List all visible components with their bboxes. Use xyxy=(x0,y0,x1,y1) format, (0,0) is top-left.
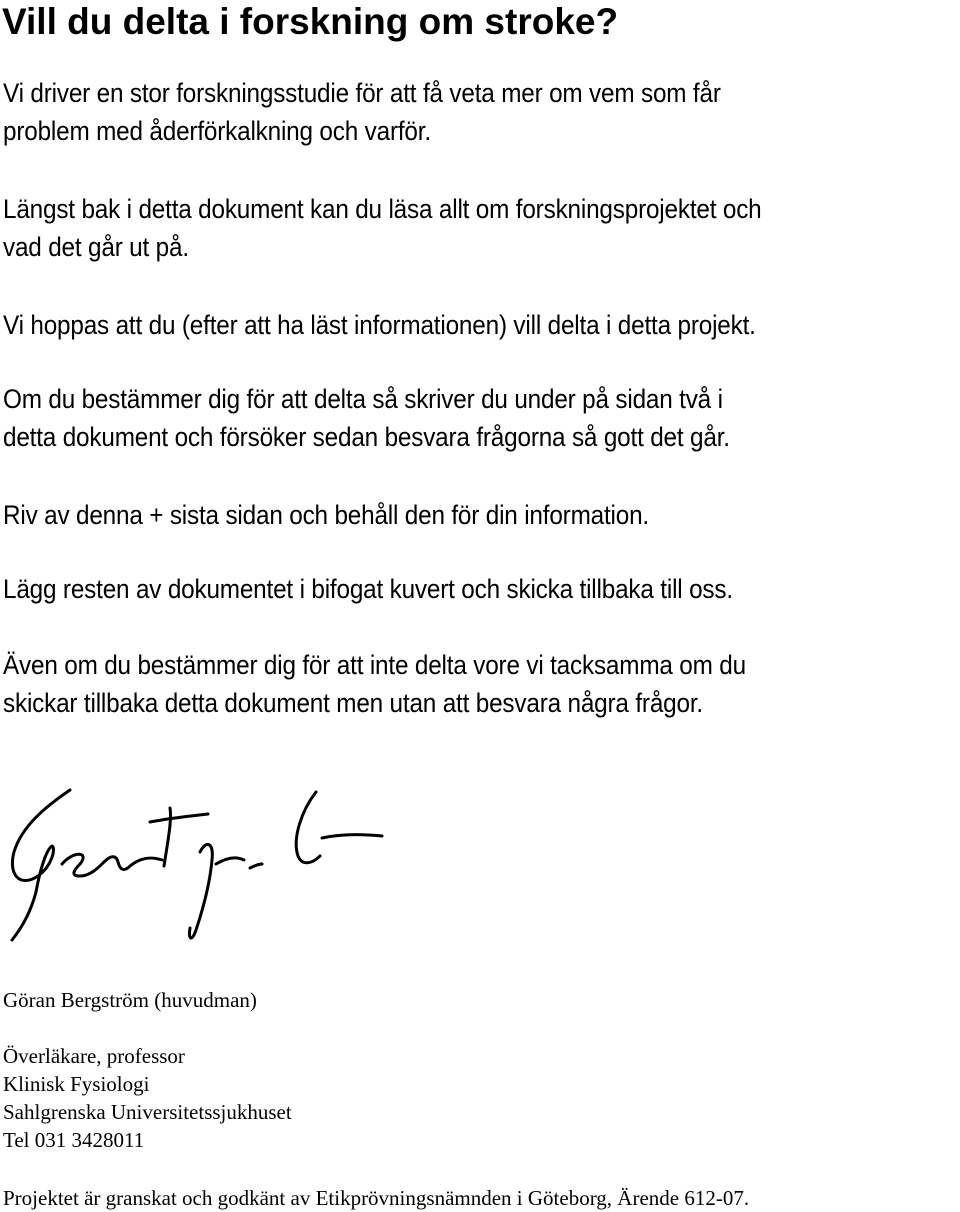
paragraph-hope xyxy=(3,306,756,344)
signatory-hospital: Sahlgrenska Universitetssjukhuset xyxy=(3,1100,292,1124)
paragraph-line: problem med åderförkalkning och varför. xyxy=(3,116,431,146)
paragraph-return xyxy=(3,570,733,608)
ethics-approval-footer xyxy=(3,1184,749,1212)
paragraph-line: Vi driver en stor forskningsstudie för att få veta mer om vem som får xyxy=(3,78,721,108)
paragraph-line: vad det går ut på. xyxy=(3,232,189,262)
signatory-contact-block xyxy=(3,1042,292,1154)
paragraph-line: skickar tillbaka detta dokument men utan att besvara några frågor. xyxy=(3,688,703,718)
paragraph-line: Om du bestämmer dig för att delta så skriver du under på sidan två i xyxy=(3,384,723,414)
paragraph-sign-instructions xyxy=(3,380,730,456)
paragraph-decline xyxy=(3,646,746,722)
paragraph-read-more xyxy=(3,190,762,266)
signatory-name: Göran Bergström (huvudman) xyxy=(3,988,257,1012)
paragraph-line: Lägg resten av dokumentet i bifogat kuvert och skicka tillbaka till oss. xyxy=(3,574,733,604)
signatory-name-block xyxy=(3,986,257,1014)
paragraph-line: detta dokument och försöker sedan besvara frågorna så gott det går. xyxy=(3,422,730,452)
handwritten-signature xyxy=(0,780,400,950)
paragraph-line: Riv av denna + sista sidan och behåll den för din information. xyxy=(3,500,650,530)
paragraph-intro xyxy=(3,74,721,150)
signatory-phone: Tel 031 3428011 xyxy=(3,1128,145,1152)
page-title: Vill du delta i forskning om stroke? xyxy=(2,1,619,42)
signatory-department: Klinisk Fysiologi xyxy=(3,1072,150,1096)
paragraph-line: Även om du bestämmer dig för att inte delta vore vi tacksamma om du xyxy=(3,650,746,680)
paragraph-tear-off xyxy=(3,496,649,534)
paragraph-line: Längst bak i detta dokument kan du läsa allt om forskningsprojektet och xyxy=(3,194,762,224)
signatory-title: Överläkare, professor xyxy=(3,1044,185,1068)
footer-text: Projektet är granskat och godkänt av Etikprövningsnämnden i Göteborg, Ärende 612-07. xyxy=(3,1186,750,1210)
paragraph-line: Vi hoppas att du (efter att ha läst informationen) vill delta i detta projekt. xyxy=(3,310,756,340)
